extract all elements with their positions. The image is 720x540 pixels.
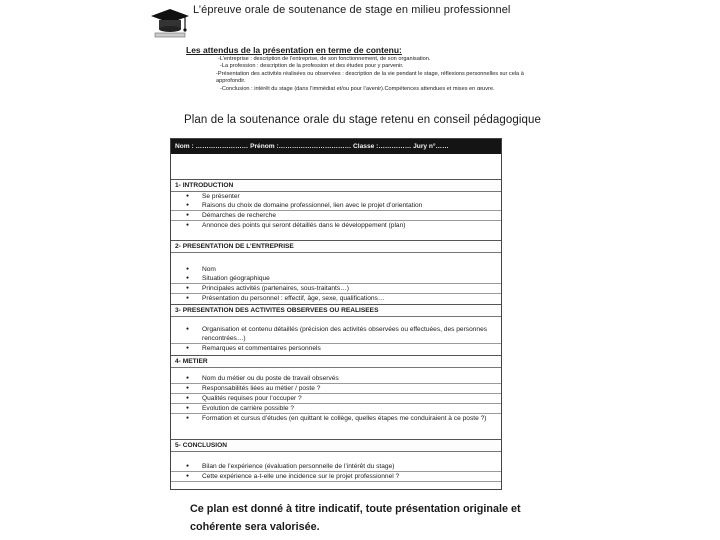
list-item: ● Situation géographique [171, 274, 501, 284]
section-metier [171, 355, 501, 423]
plan-table [170, 138, 502, 490]
graduation-cap-icon [149, 5, 191, 39]
footer-note: Ce plan est donné à titre indicatif, toute présentation originale et cohérente sera valorisée. [190, 503, 521, 533]
attendus-item: -Présentation des activités réalisées ou observées : description de la vie pendant le stage, réflexions personnelles sur cela à approfondir. [216, 70, 524, 85]
list-item: ● Qualités requises pour l’occuper ? [171, 394, 501, 404]
section-title: 3- PRESENTATION DES ACTIVITES OBSERVEES OU REALISEES [171, 304, 501, 317]
section-activites [171, 304, 501, 353]
list-item: ● Présentation du personnel : effectif, âge, sexe, qualifications… [171, 294, 501, 303]
section-title: 1- INTRODUCTION [171, 179, 501, 192]
section-conclusion [171, 439, 501, 482]
attendus-item: -L’entreprise : description de l’entreprise, de son fonctionnement, de son organisation. [218, 56, 431, 62]
list-item: ● Raisons du choix de domaine professionnel, lien avec le projet d’orientation [171, 201, 501, 211]
list-item: ● Evolution de carrière possible ? [171, 404, 501, 414]
list-item: ● Cette expérience a-t-elle une incidence sur le projet professionnel ? [171, 472, 501, 482]
student-info-row: Nom : …………………… Prénom :…………………………… Classe :…………… Jury n°…… [171, 139, 501, 154]
list-item: ● Remarques et commentaires personnels [171, 344, 501, 353]
list-item: ● Formation et cursus d’études (en quittant le collège, quelles étapes me conduiraient à ce poste ?) [171, 414, 501, 423]
section-title: 5- CONCLUSION [171, 439, 501, 452]
document-title: L’épreuve orale de soutenance de stage en milieu professionnel [193, 4, 511, 16]
list-item: ● Responsabilités liées au métier / poste ? [171, 384, 501, 394]
section-introduction [171, 179, 501, 230]
list-item: ● Organisation et contenu détaillés (précision des activités observées ou effectuées, des personnes rencontrées…) [171, 325, 501, 344]
list-item: ● Se présenter [171, 192, 501, 201]
section-entreprise [171, 240, 501, 303]
plan-title: Plan de la soutenance orale du stage retenu en conseil pédagogique [184, 114, 541, 126]
section-title: 2- PRESENTATION DE L’ENTREPRISE [171, 240, 501, 253]
list-item: ● Principales activités (partenaires, sous-traitants…) [171, 284, 501, 294]
attendus-title: Les attendus de la présentation en terme de contenu: [186, 45, 402, 55]
attendus-item: -Conclusion : intérêt du stage (dans l’immédiat et/ou pour l’avenir).Compétences attendues et mises en œuvre. [220, 85, 495, 92]
section-title: 4- METIER [171, 355, 501, 368]
list-item: ● Bilan de l’expérience (évaluation personnelle de l’intérêt du stage) [171, 462, 501, 472]
attendus-item: -La profession : description de la profession et des études pour y parvenir. [220, 63, 404, 70]
attendus-list [186, 56, 531, 93]
list-item: ● Nom du métier ou du poste de travail observés [171, 374, 501, 384]
list-item: ● Nom [171, 265, 501, 274]
list-item: ● Annonce des points qui seront détaillés dans le développement (plan) [171, 221, 501, 230]
list-item: ● Démarches de recherche [171, 211, 501, 221]
